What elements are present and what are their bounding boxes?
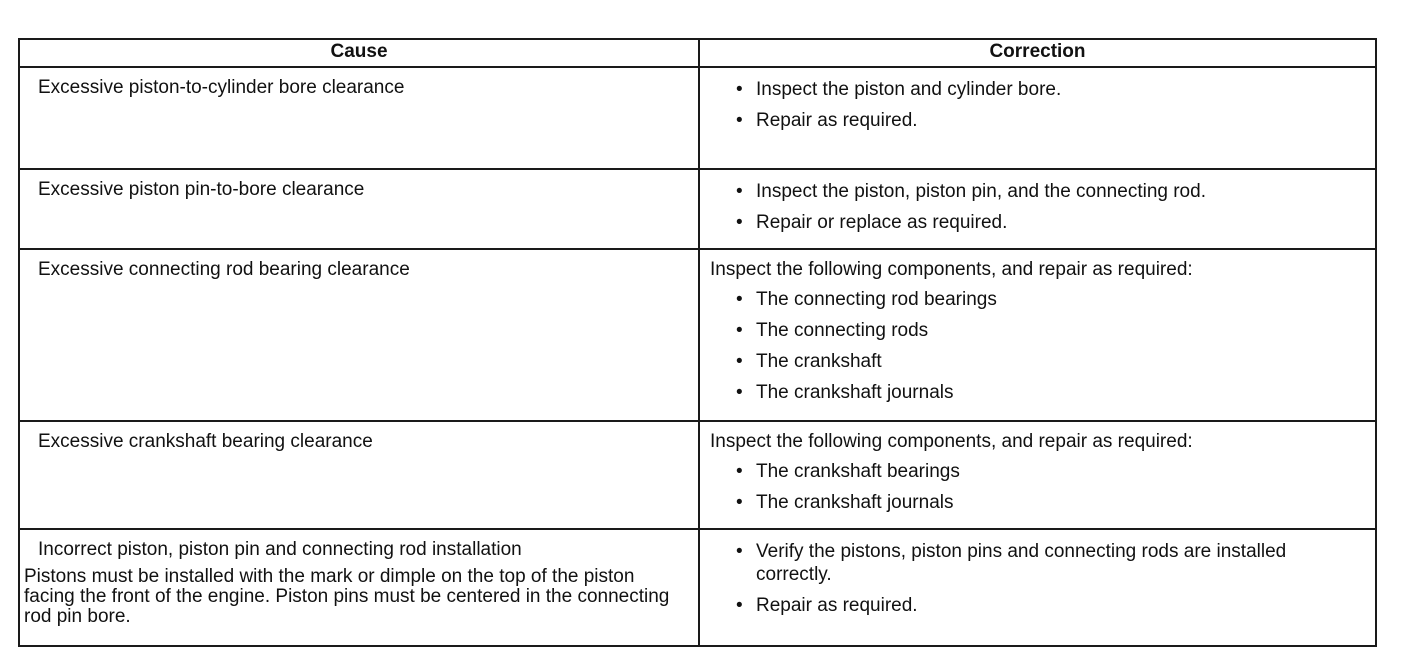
bullet-icon: • [736, 110, 743, 132]
list-item [710, 319, 1365, 342]
list-item-text: The connecting rod bearings [756, 288, 997, 310]
correction-cell [699, 169, 1376, 249]
cause-cell [19, 421, 699, 529]
correction-list [710, 180, 1365, 234]
bullet-icon: • [736, 212, 743, 234]
bullet-icon: • [736, 595, 743, 617]
list-item-text: Inspect the piston, piston pin, and the connecting rod. [756, 181, 1206, 202]
list-item [710, 460, 1365, 483]
list-item [710, 180, 1365, 203]
bullet-icon: • [736, 540, 743, 562]
table-row [19, 249, 1376, 421]
list-item-text: The crankshaft bearings [756, 460, 960, 482]
list-item-text: The crankshaft [756, 350, 882, 372]
cause-text: Excessive crankshaft bearing clearance [38, 431, 373, 453]
list-item [710, 594, 1365, 617]
list-item [710, 288, 1365, 311]
bullet-icon: • [736, 491, 743, 513]
list-item [710, 381, 1365, 404]
cause-text: Excessive connecting rod bearing clearance [38, 259, 410, 281]
correction-cell [699, 421, 1376, 529]
correction-intro: Inspect the following components, and repair as required: [710, 259, 1193, 281]
list-item-text: The crankshaft journals [756, 382, 954, 404]
correction-list [710, 78, 1365, 132]
bullet-icon: • [736, 319, 743, 341]
header-cause: Cause [19, 39, 699, 67]
correction-cell [699, 529, 1376, 646]
correction-list [710, 460, 1365, 514]
cause-cell [19, 529, 699, 646]
cause-text: Excessive piston-to-cylinder bore clearance [38, 77, 405, 98]
cause-cell [19, 249, 699, 421]
diagnostic-table [18, 38, 1377, 647]
list-item [710, 78, 1365, 101]
cause-note: Pistons must be installed with the mark or dimple on the top of the piston facing the front of the engine. Piston pins must be centered in the connecting rod pin bore. [24, 566, 670, 627]
bullet-icon: • [736, 181, 743, 202]
list-item-text: Repair as required. [756, 595, 918, 617]
list-item-text: Repair as required. [756, 110, 918, 132]
correction-list [710, 288, 1365, 405]
cause-text: Excessive piston pin-to-bore clearance [38, 179, 365, 200]
bullet-icon: • [736, 79, 743, 100]
bullet-icon: • [736, 350, 743, 372]
list-item-text: Verify the pistons, piston pins and connecting rods are installed correctly. [756, 540, 1287, 586]
table-row [19, 67, 1376, 169]
table-row [19, 169, 1376, 249]
bullet-icon: • [736, 382, 743, 404]
cause-cell [19, 169, 699, 249]
table-row [19, 421, 1376, 529]
list-item [710, 491, 1365, 514]
list-item [710, 109, 1365, 132]
list-item-text: Inspect the piston and cylinder bore. [756, 79, 1062, 100]
list-item [710, 540, 1365, 586]
correction-intro: Inspect the following components, and repair as required: [710, 431, 1193, 453]
correction-cell [699, 249, 1376, 421]
cause-cell [19, 67, 699, 169]
list-item-text: The crankshaft journals [756, 491, 954, 513]
list-item [710, 350, 1365, 373]
list-item-text: Repair or replace as required. [756, 212, 1008, 234]
correction-cell [699, 67, 1376, 169]
list-item-text: The connecting rods [756, 319, 929, 341]
table-header-row [19, 39, 1376, 67]
header-correction: Correction [699, 39, 1376, 67]
table-row [19, 529, 1376, 646]
list-item [710, 211, 1365, 234]
correction-list [710, 540, 1365, 618]
bullet-icon: • [736, 288, 743, 310]
bullet-icon: • [736, 460, 743, 482]
cause-text: Incorrect piston, piston pin and connecting rod installation [38, 538, 522, 560]
